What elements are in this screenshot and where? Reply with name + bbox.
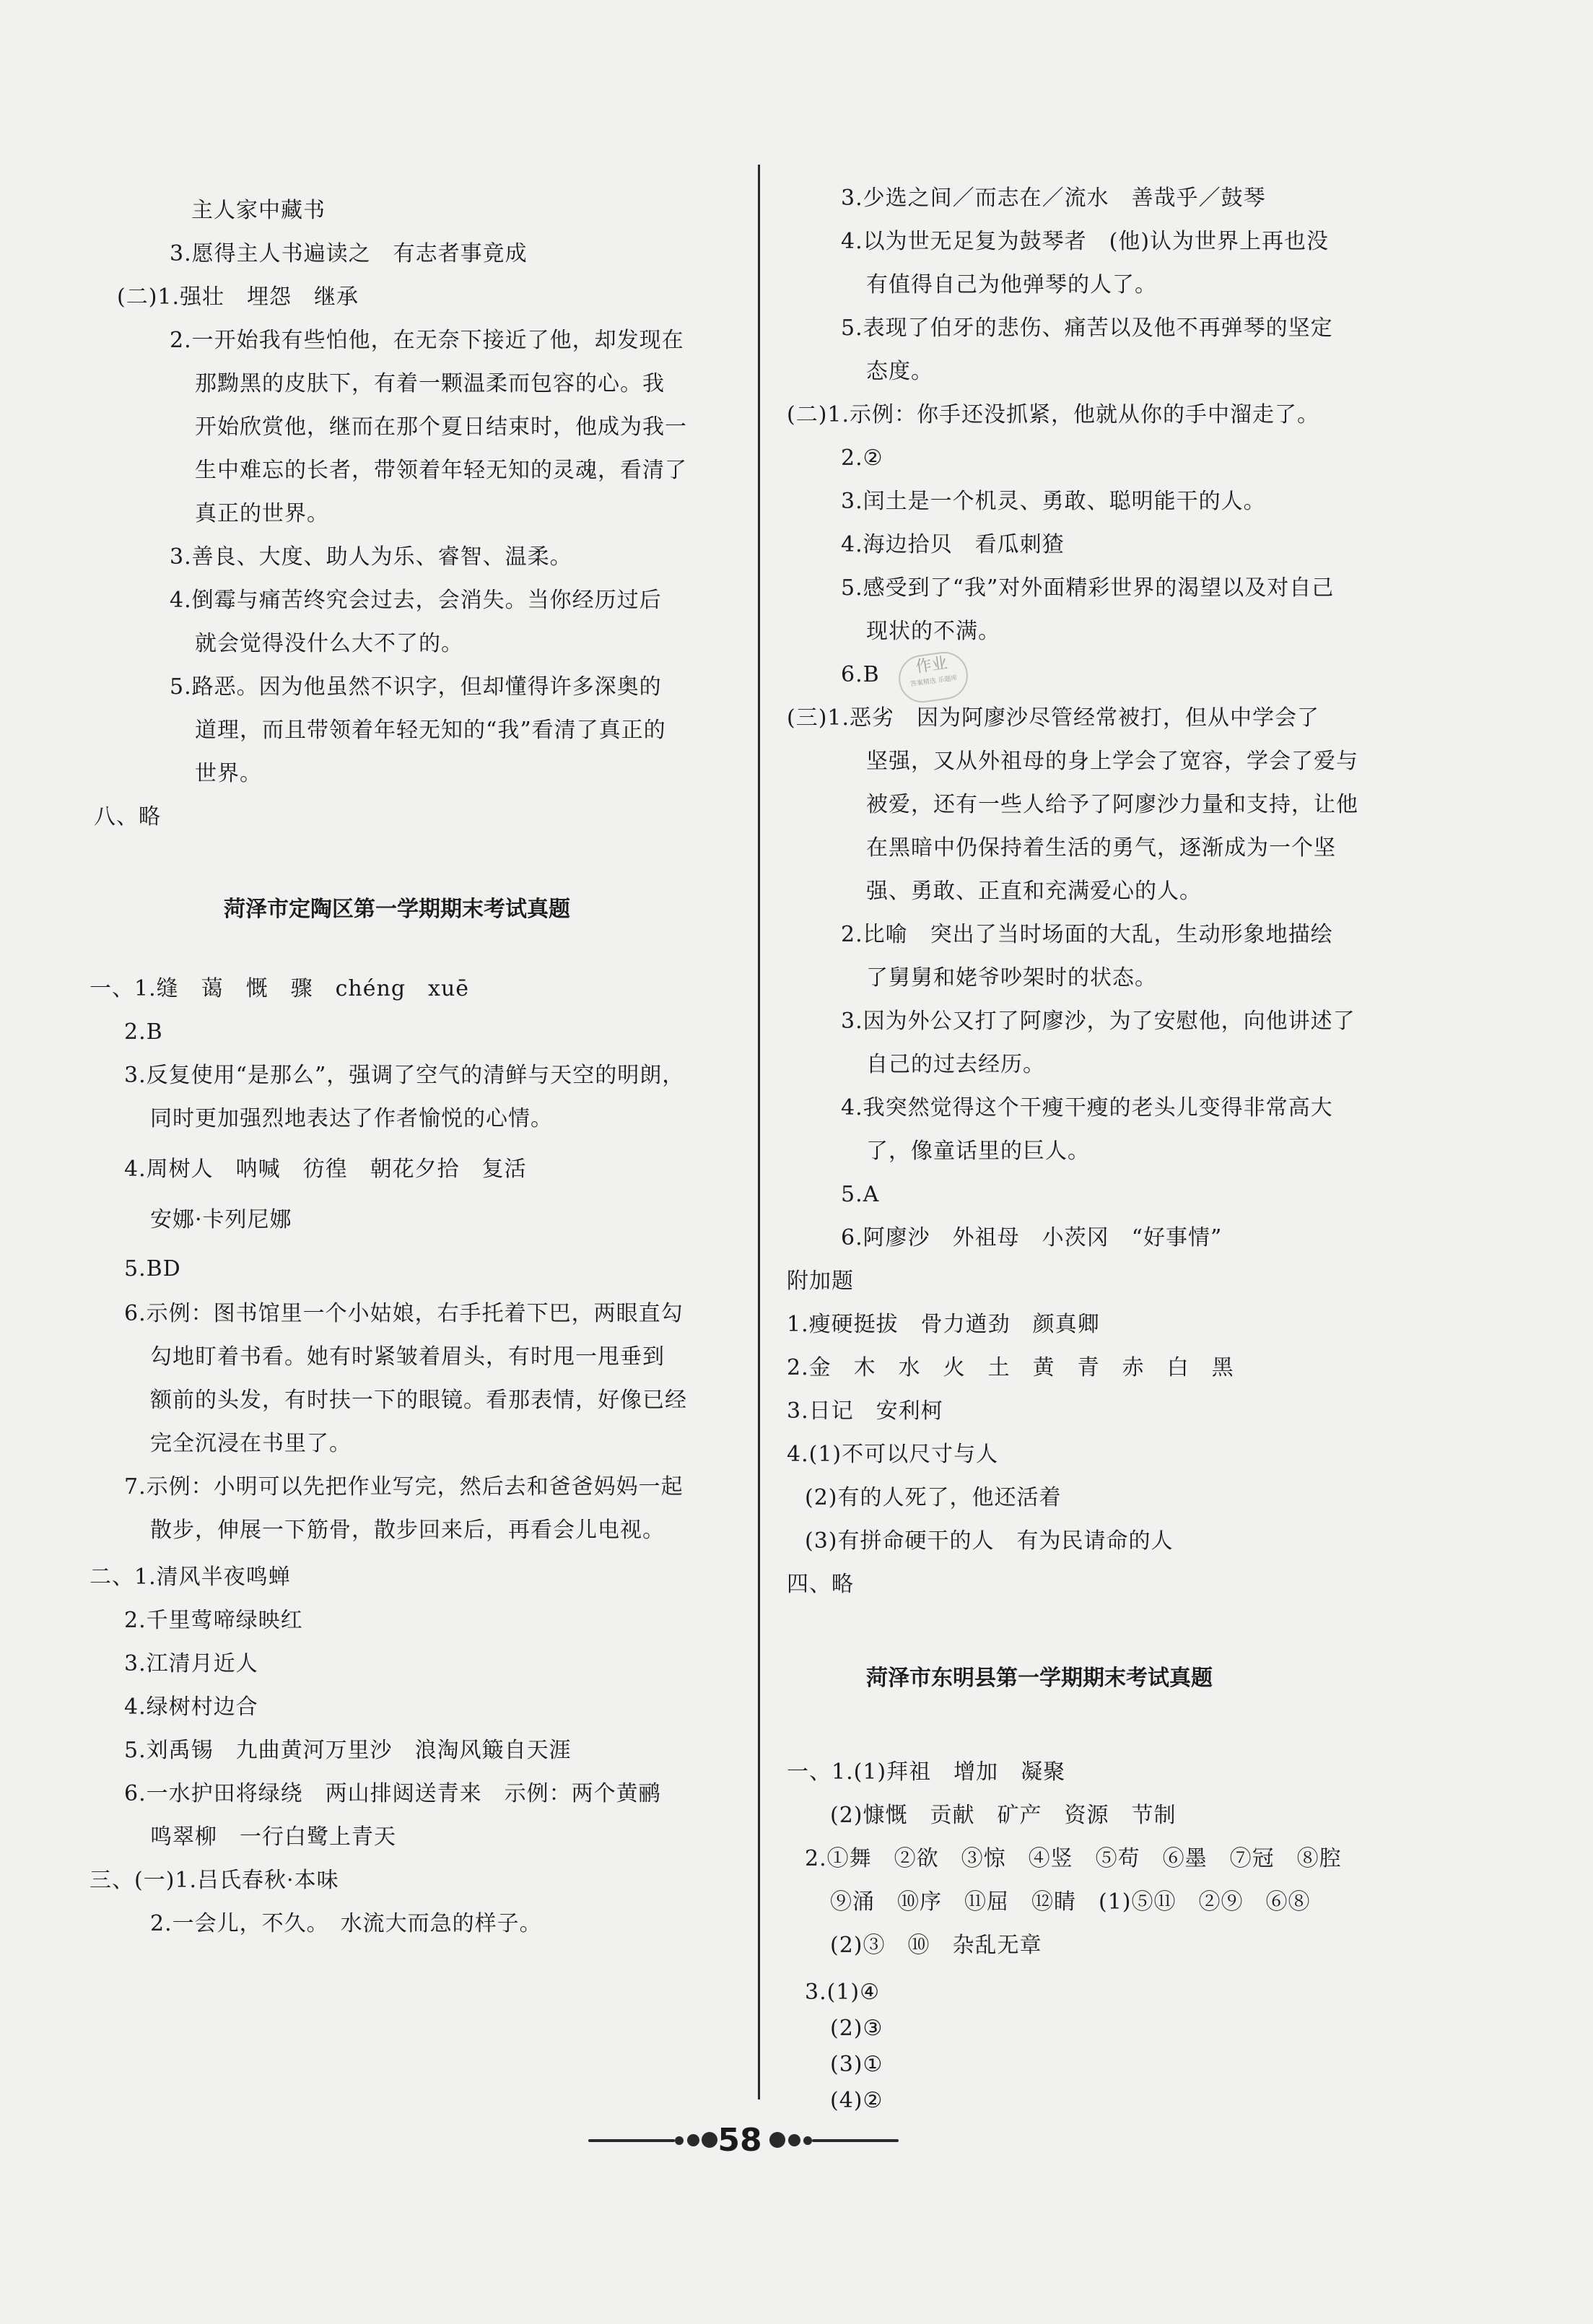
answer-line: 真正的世界。	[195, 501, 329, 526]
answer-line: 2.千里莺啼绿映红	[124, 1608, 303, 1633]
answer-line: 生中难忘的长者，带领着年轻无知的灵魂，看清了	[195, 458, 687, 483]
footer-ornament-dot	[803, 2136, 812, 2145]
answer-line: 6.阿廖沙 外祖母 小茨冈 “好事情”	[841, 1225, 1223, 1250]
answer-line: 6.B	[841, 662, 880, 687]
answer-line: 那黝黑的皮肤下，有着一颗温柔而包容的心。我	[195, 371, 665, 396]
answer-line: 在黑暗中仍保持着生活的勇气，逐渐成为一个坚	[866, 835, 1336, 861]
answer-line: 安娜·卡列尼娜	[150, 1207, 292, 1232]
answer-line: 现状的不满。	[866, 619, 1000, 644]
answer-line: 5.刘禹锡 九曲黄河万里沙 浪淘风簸自天涯	[124, 1738, 572, 1763]
answer-line: 附加题	[787, 1268, 854, 1294]
answer-line: ⑨涌 ⑩序 ⑪屈 ⑫睛 (1)⑤⑪ ②⑨ ⑥⑧	[830, 1889, 1311, 1915]
answer-line: 坚强，又从外祖母的身上学会了宽容，学会了爱与	[866, 749, 1358, 774]
answer-line: 3.愿得主人书遍读之 有志者事竟成	[170, 241, 528, 266]
answer-line: (3)有拼命硬干的人 有为民请命的人	[805, 1528, 1174, 1554]
answer-line: (2)③	[830, 2016, 883, 2041]
answer-line: 散步，伸展一下筋骨，散步回来后，再看会儿电视。	[150, 1518, 665, 1543]
answer-line: 4.周树人 呐喊 彷徨 朝花夕拾 复活	[124, 1157, 527, 1182]
answer-line: 额前的头发，有时扶一下的眼镜。看那表情，好像已经	[150, 1388, 687, 1413]
answer-line: 有值得自己为他弹琴的人了。	[866, 272, 1157, 297]
answer-line: (2)③ ⑩ 杂乱无章	[830, 1933, 1042, 1958]
answer-line: 了，像童话里的巨人。	[866, 1139, 1090, 1164]
answer-line: 6.示例：图书馆里一个小姑娘，右手托着下巴，两眼直勾	[124, 1301, 684, 1326]
answer-line: 被爱，还有一些人给予了阿廖沙力量和支持，让他	[866, 792, 1358, 817]
answer-line: (4)②	[830, 2088, 883, 2113]
answer-line: (二)1.强壮 埋怨 继承	[117, 284, 359, 310]
footer-ornament-dot	[675, 2136, 684, 2145]
answer-line: 5.表现了伯牙的悲伤、痛苦以及他不再弹琴的坚定	[841, 315, 1333, 341]
answer-line: 2.金 木 水 火 土 黄 青 赤 白 黑	[787, 1355, 1234, 1380]
homework-stamp	[896, 649, 971, 706]
section-title: 菏泽市定陶区第一学期期末考试真题	[224, 897, 570, 922]
answer-line: 态度。	[866, 359, 933, 384]
answer-line: 4.(1)不可以尺寸与人	[787, 1442, 999, 1467]
footer-ornament-dot	[769, 2132, 785, 2148]
answer-line: 2.一开始我有些怕他，在无奈下接近了他，却发现在	[170, 328, 684, 353]
answer-line: (三)1.恶劣 因为阿廖沙尽管经常被打，但从中学会了	[787, 705, 1320, 731]
answer-line: 2.一会儿，不久。 水流大而急的样子。	[150, 1911, 542, 1936]
answer-line: 3.江清月近人	[124, 1651, 258, 1676]
footer-ornament-dot	[788, 2134, 800, 2146]
answer-line: (二)1.示例：你手还没抓紧，他就从你的手中溜走了。	[787, 402, 1320, 427]
answer-line: 四、略	[787, 1572, 854, 1597]
answer-line: 3.因为外公又打了阿廖沙，为了安慰他，向他讲述了	[841, 1009, 1356, 1034]
answer-line: 3.反复使用“是那么”，强调了空气的清鲜与天空的明朗，	[124, 1063, 685, 1088]
answer-line: 二、1.清风半夜鸣蝉	[90, 1564, 291, 1590]
answer-line: 1.瘦硬挺拔 骨力遒劲 颜真卿	[787, 1312, 1100, 1337]
answer-line: 2.①舞 ②欲 ③惊 ④竖 ⑤苟 ⑥墨 ⑦冠 ⑧腔	[805, 1846, 1342, 1871]
answer-line: 同时更加强烈地表达了作者愉悦的心情。	[150, 1106, 553, 1131]
answer-line: 3.少选之间／而志在／流水 善哉乎／鼓琴	[841, 186, 1266, 211]
answer-line: 3.(1)④	[805, 1980, 881, 2005]
answer-line: (3)①	[830, 2052, 883, 2077]
answer-line: 世界。	[195, 761, 262, 786]
answer-line: 4.以为世无足复为鼓琴者 (他)认为世界上再也没	[841, 229, 1330, 254]
answer-line: 7.示例：小明可以先把作业写完，然后去和爸爸妈妈一起	[124, 1474, 684, 1500]
answer-line: 2.B	[124, 1019, 163, 1045]
answer-line: 2.比喻 突出了当时场面的大乱，生动形象地描绘	[841, 922, 1333, 947]
answer-line: 就会觉得没什么大不了的。	[195, 631, 463, 656]
answer-line: 一、1.缝 蔼 慨 骤 chéng xuē	[90, 976, 470, 1001]
footer-ornament-dot	[687, 2134, 699, 2146]
answer-line: 4.我突然觉得这个干瘦干瘦的老头儿变得非常高大	[841, 1095, 1333, 1120]
stamp-title: 作业	[915, 654, 949, 677]
answer-line: 主人家中藏书	[191, 198, 326, 223]
answer-line: 了舅舅和姥爷吵架时的状态。	[866, 965, 1157, 991]
footer-ornament-left-line	[588, 2139, 675, 2142]
answer-line: 勾地盯着书看。她有时紧皱着眉头，有时甩一甩垂到	[150, 1344, 665, 1370]
section-title: 菏泽市东明县第一学期期末考试真题	[866, 1666, 1213, 1691]
answer-line: 开始欣赏他，继而在那个夏日结束时，他成为我一	[195, 414, 687, 440]
answer-line: 4.倒霉与痛苦终究会过去，会消失。当你经历过后	[170, 588, 662, 613]
stamp-subtitle: 答案精选 乐题库	[909, 674, 959, 689]
answer-line: 一、1.(1)拜祖 增加 凝聚	[787, 1759, 1066, 1785]
answer-line: 4.海边拾贝 看瓜刺猹	[841, 532, 1065, 557]
answer-line: 自己的过去经历。	[866, 1052, 1045, 1077]
answer-line: 完全沉浸在书里了。	[150, 1431, 352, 1456]
answer-line: 6.一水护田将绿绕 两山排闼送青来 示例：两个黄鹂	[124, 1781, 661, 1806]
answer-line: 3.日记 安利柯	[787, 1398, 943, 1424]
answer-line: 强、勇敢、正直和充满爱心的人。	[866, 879, 1202, 904]
answer-line: 鸣翠柳 一行白鹭上青天	[150, 1824, 396, 1850]
answer-line: 5.A	[841, 1182, 880, 1207]
answer-line: 道理，而且带领着年轻无知的“我”看清了真正的	[195, 718, 666, 743]
answer-line: 三、(一)1.吕氏春秋·本味	[90, 1868, 339, 1893]
page-footer	[0, 2119, 1593, 2162]
answer-line: 5.BD	[124, 1256, 181, 1281]
answer-line: 3.闰土是一个机灵、勇敢、聪明能干的人。	[841, 489, 1266, 514]
answer-line: (2)慷慨 贡献 矿产 资源 节制	[830, 1803, 1177, 1828]
answer-line: 2.②	[841, 445, 883, 471]
answer-line: 5.感受到了“我”对外面精彩世界的渴望以及对自己	[841, 575, 1335, 601]
answer-line: 3.善良、大度、助人为乐、睿智、温柔。	[170, 544, 572, 570]
column-divider	[758, 165, 760, 2099]
answer-line: (2)有的人死了，他还活着	[805, 1485, 1062, 1510]
answer-line: 八、略	[94, 804, 161, 830]
footer-ornament-right-line	[812, 2139, 899, 2142]
answer-line: 5.路恶。因为他虽然不识字，但却懂得许多深奥的	[170, 674, 662, 700]
page-number: 58	[717, 2122, 762, 2159]
answer-line: 4.绿树村边合	[124, 1694, 258, 1720]
